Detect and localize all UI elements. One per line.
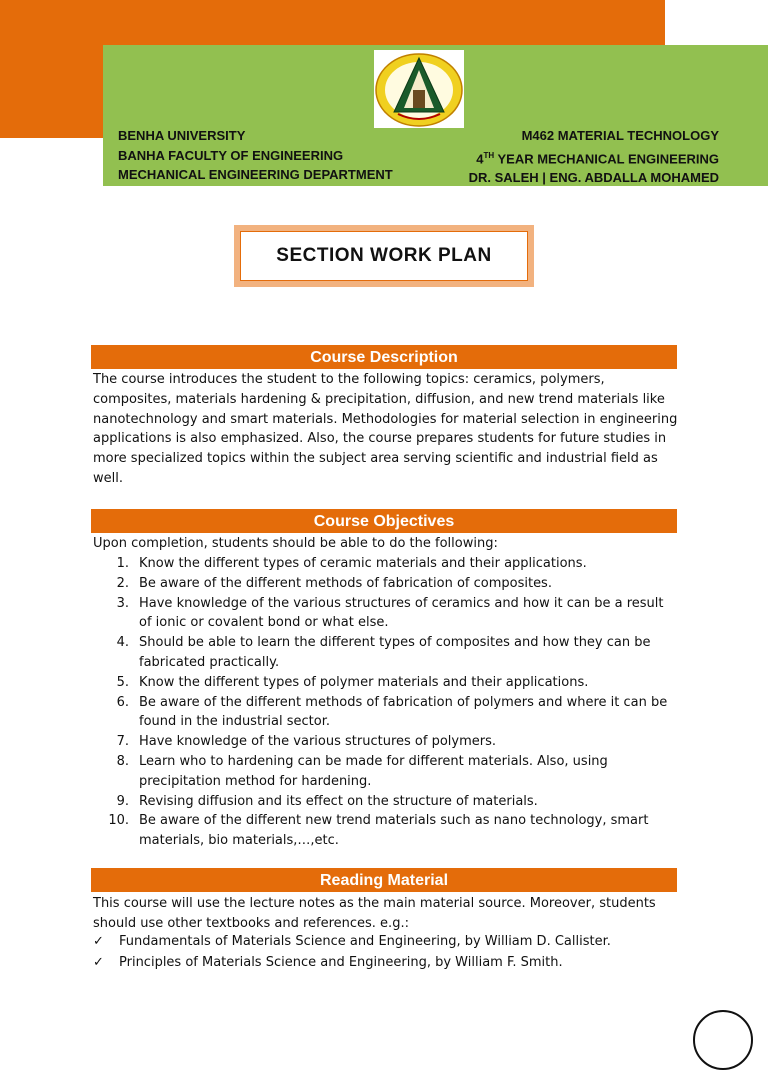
objective-number: 9. — [116, 793, 129, 809]
objective-text: Know the different types of ceramic materials and their applications. — [139, 556, 587, 571]
book-item — [93, 932, 678, 953]
university-logo — [374, 50, 464, 128]
reading-intro: This course will use the lecture notes as the main material source. Moreover, students should use other textbooks and references. e.g.: — [93, 896, 656, 931]
objective-number: 2. — [116, 575, 129, 591]
objective-number: 10. — [108, 813, 129, 829]
book-item — [93, 953, 678, 974]
title-box — [234, 225, 534, 287]
course-description-heading: Course Description — [91, 345, 677, 369]
objective-item — [93, 752, 678, 792]
objective-number: 3. — [116, 595, 129, 611]
objective-item — [93, 594, 678, 634]
university-name: BENHA UNIVERSITY — [118, 128, 246, 143]
objectives-intro: Upon completion, students should be able to do the following: — [93, 536, 498, 551]
book-title: Fundamentals of Materials Science and Engineering, by William D. Callister. — [119, 934, 611, 949]
objectives-list — [93, 554, 678, 851]
institution-block — [118, 126, 393, 185]
course-code: M462 MATERIAL TECHNOLOGY — [521, 128, 719, 143]
year-number: 4 — [476, 150, 484, 166]
objective-number: 5. — [116, 674, 129, 690]
objective-text: Should be able to learn the different types of composites and how they can be fabricated practically. — [139, 635, 651, 670]
course-objectives-heading: Course Objectives — [91, 509, 677, 533]
course-year — [430, 146, 719, 169]
checkmark-icon: ✓ — [93, 934, 104, 949]
objective-number: 7. — [116, 734, 129, 750]
objective-text: Be aware of the different methods of fabrication of composites. — [139, 575, 552, 591]
objective-item — [93, 554, 678, 574]
objective-item — [93, 693, 678, 733]
objective-item — [93, 633, 678, 673]
objective-text: Have knowledge of the various structures of ceramics and how it can be a result of ionic or covalent bond or what else. — [139, 595, 664, 631]
year-suffix: TH — [483, 150, 495, 160]
faculty-name: BANHA FACULTY OF ENGINEERING — [118, 147, 344, 163]
checkmark-icon: ✓ — [93, 954, 104, 970]
page-number-circle — [693, 1010, 753, 1070]
objective-item — [93, 792, 678, 812]
objective-text: Learn who to hardening can be made for different materials. Also, using precipitation method for hardening. — [139, 753, 608, 789]
page-title: SECTION WORK PLAN — [240, 231, 528, 281]
course-description-text: The course introduces the student to the following topics: ceramics, polymers, composites, materials hardening & precipitation, diffusion, and new trend materials like nanotechnology and smart materials. Methodologies for material selection in engineering applications is also emphasized. Also, the course prepares students for future studies in more specialized topics within the subject area serving scientific and industrial field as well. — [93, 372, 678, 486]
objective-number: 1. — [116, 556, 129, 571]
objective-text: Know the different types of polymer materials and their applications. — [139, 674, 589, 690]
objective-item — [93, 732, 678, 752]
instructors: DR. SALEH | ENG. ABDALLA MOHAMED — [468, 170, 719, 186]
department-name: MECHANICAL ENGINEERING DEPARTMENT — [118, 167, 393, 182]
objective-text: Revising diffusion and its effect on the structure of materials. — [139, 793, 538, 809]
objective-number: 8. — [116, 753, 129, 769]
objective-text: Be aware of the different new trend materials such as nano technology, smart materials, bio materials,…,etc. — [139, 813, 649, 849]
objective-text: Have knowledge of the various structures of polymers. — [139, 734, 496, 750]
objective-item — [93, 811, 678, 851]
objective-item — [93, 673, 678, 693]
objective-item — [93, 574, 678, 594]
reading-list — [93, 932, 678, 973]
objective-text: Be aware of the different methods of fabrication of polymers and where it can be found in the industrial sector. — [139, 694, 668, 730]
objective-number: 6. — [116, 694, 129, 710]
course-info-block — [430, 126, 719, 188]
objective-number: 4. — [116, 635, 129, 651]
reading-material-heading: Reading Material — [91, 868, 677, 892]
year-label: YEAR MECHANICAL ENGINEERING — [494, 150, 719, 166]
book-title: Principles of Materials Science and Engineering, by William F. Smith. — [119, 954, 563, 970]
